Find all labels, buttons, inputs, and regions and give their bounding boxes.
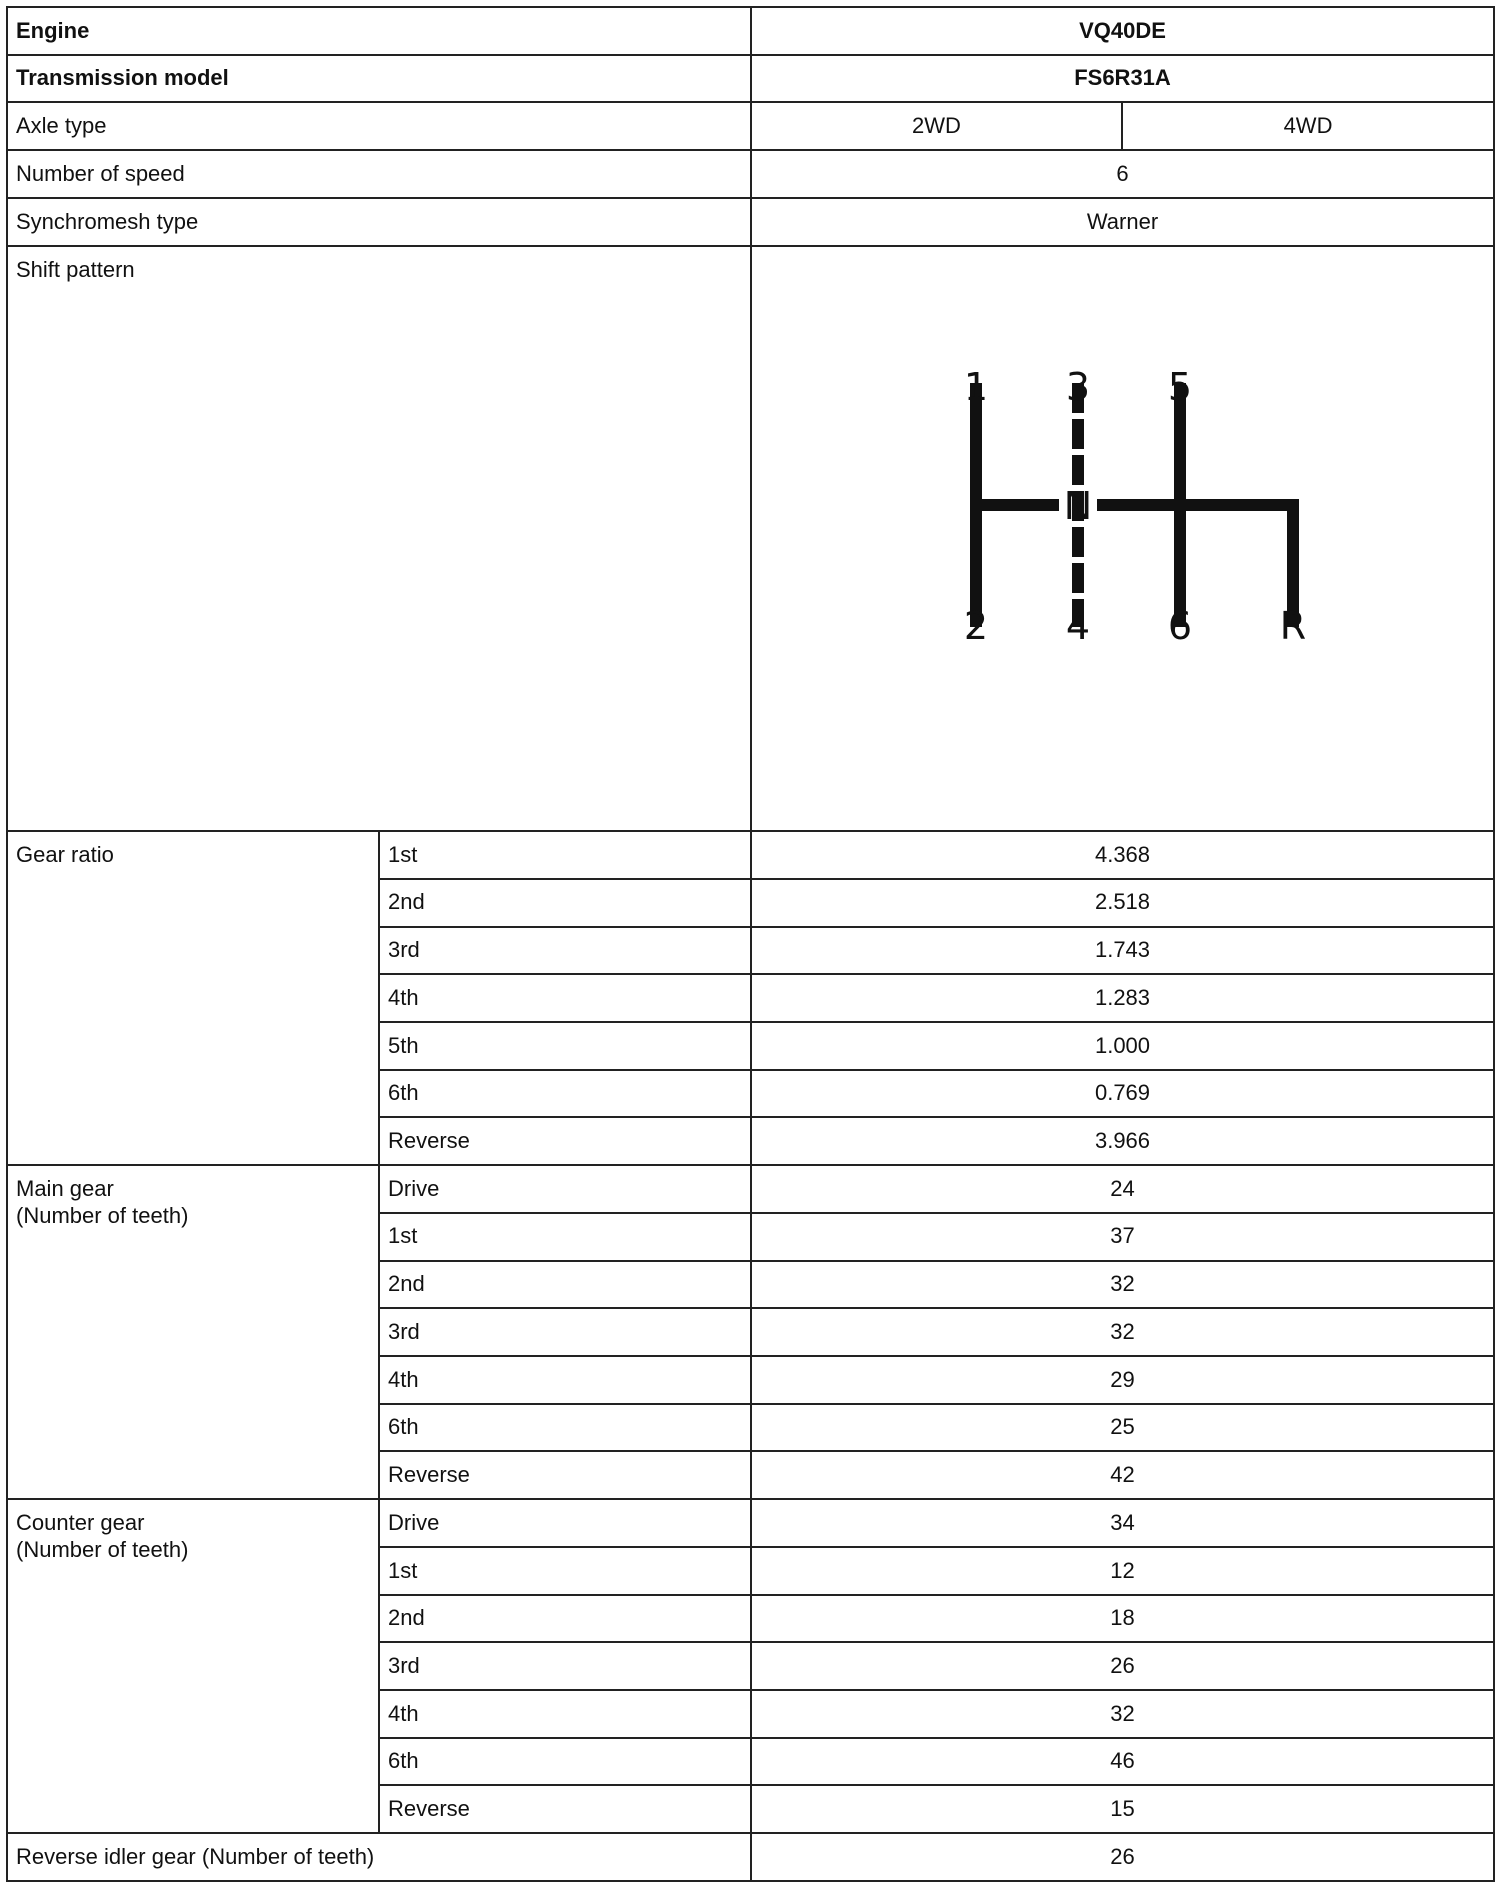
engine-label: Engine [7, 7, 751, 55]
speeds-value: 6 [751, 150, 1494, 198]
counter-gear-label [7, 1499, 379, 1833]
gear-label-reverse: R [1279, 604, 1307, 649]
gear-ratio-value: 2.518 [751, 879, 1494, 927]
table-row [7, 55, 1494, 103]
axle-4wd: 4WD [1122, 102, 1494, 150]
gear-ratio-title: Gear ratio [16, 842, 114, 868]
table-row [7, 150, 1494, 198]
counter-gear-value: 34 [751, 1499, 1494, 1547]
table-row [7, 1165, 1494, 1213]
counter-gear-value: 15 [751, 1785, 1494, 1833]
gear-ratio-label [7, 831, 379, 1165]
main-gear-title: Main gear [16, 1176, 114, 1202]
counter-gear-gear: 2nd [379, 1595, 751, 1643]
gear-ratio-value: 3.966 [751, 1117, 1494, 1165]
shift-pattern-cell [751, 246, 1494, 831]
main-gear-gear: 1st [379, 1213, 751, 1261]
counter-gear-gear: Reverse [379, 1785, 751, 1833]
main-gear-label [7, 1165, 379, 1499]
synchro-value: Warner [751, 198, 1494, 246]
counter-gear-value: 18 [751, 1595, 1494, 1643]
transmission-label: Transmission model [7, 55, 751, 103]
gear-ratio-gear: 5th [379, 1022, 751, 1070]
main-gear-gear: Drive [379, 1165, 751, 1213]
main-gear-sublabel: (Number of teeth) [16, 1202, 189, 1228]
gear-label-1: 1 [963, 365, 989, 410]
main-gear-gear: 3rd [379, 1308, 751, 1356]
counter-gear-gear: 6th [379, 1738, 751, 1786]
gear-label-4: 4 [1065, 604, 1091, 649]
main-gear-gear: Reverse [379, 1451, 751, 1499]
gear-ratio-gear: 4th [379, 974, 751, 1022]
main-gear-value: 42 [751, 1451, 1494, 1499]
axle-label: Axle type [7, 102, 751, 150]
gear-label-5: 5 [1167, 365, 1193, 410]
gear-ratio-gear: 3rd [379, 927, 751, 975]
main-gear-gear: 2nd [379, 1261, 751, 1309]
gear-label-2: 2 [963, 604, 989, 649]
gear-ratio-gear: 6th [379, 1070, 751, 1118]
counter-gear-title: Counter gear [16, 1510, 145, 1536]
table-row [7, 246, 1494, 831]
spec-table [6, 6, 1495, 1882]
gear-label-neutral: N [1063, 484, 1093, 529]
gear-ratio-gear: 2nd [379, 879, 751, 927]
reverse-idler-value: 26 [751, 1833, 1494, 1881]
transmission-value: FS6R31A [751, 55, 1494, 103]
counter-gear-value: 46 [751, 1738, 1494, 1786]
gear-ratio-value: 1.000 [751, 1022, 1494, 1070]
shift-pattern-diagram [752, 255, 1494, 821]
reverse-idler-label: Reverse idler gear (Number of teeth) [7, 1833, 751, 1881]
speeds-label: Number of speed [7, 150, 751, 198]
counter-gear-gear: 4th [379, 1690, 751, 1738]
counter-gear-gear: 3rd [379, 1642, 751, 1690]
table-row [7, 1833, 1494, 1881]
table-row [7, 102, 1494, 150]
counter-gear-gear: 1st [379, 1547, 751, 1595]
axle-2wd: 2WD [751, 102, 1122, 150]
main-gear-value: 37 [751, 1213, 1494, 1261]
table-row [7, 831, 1494, 879]
engine-value: VQ40DE [751, 7, 1494, 55]
main-gear-gear: 4th [379, 1356, 751, 1404]
gear-ratio-gear: 1st [379, 831, 751, 879]
synchro-label: Synchromesh type [7, 198, 751, 246]
main-gear-value: 24 [751, 1165, 1494, 1213]
gear-ratio-value: 4.368 [751, 831, 1494, 879]
counter-gear-sublabel: (Number of teeth) [16, 1536, 189, 1562]
gear-ratio-value: 0.769 [751, 1070, 1494, 1118]
counter-gear-value: 12 [751, 1547, 1494, 1595]
counter-gear-value: 26 [751, 1642, 1494, 1690]
gear-ratio-value: 1.743 [751, 927, 1494, 975]
main-gear-value: 32 [751, 1261, 1494, 1309]
table-row [7, 1499, 1494, 1547]
gear-ratio-value: 1.283 [751, 974, 1494, 1022]
table-row [7, 7, 1494, 55]
gear-label-6: 6 [1167, 604, 1193, 649]
main-gear-gear: 6th [379, 1404, 751, 1452]
main-gear-value: 29 [751, 1356, 1494, 1404]
main-gear-value: 25 [751, 1404, 1494, 1452]
shift-pattern-label: Shift pattern [7, 246, 751, 831]
counter-gear-gear: Drive [379, 1499, 751, 1547]
counter-gear-value: 32 [751, 1690, 1494, 1738]
gear-label-3: 3 [1065, 365, 1091, 410]
main-gear-value: 32 [751, 1308, 1494, 1356]
gear-ratio-gear: Reverse [379, 1117, 751, 1165]
table-row [7, 198, 1494, 246]
